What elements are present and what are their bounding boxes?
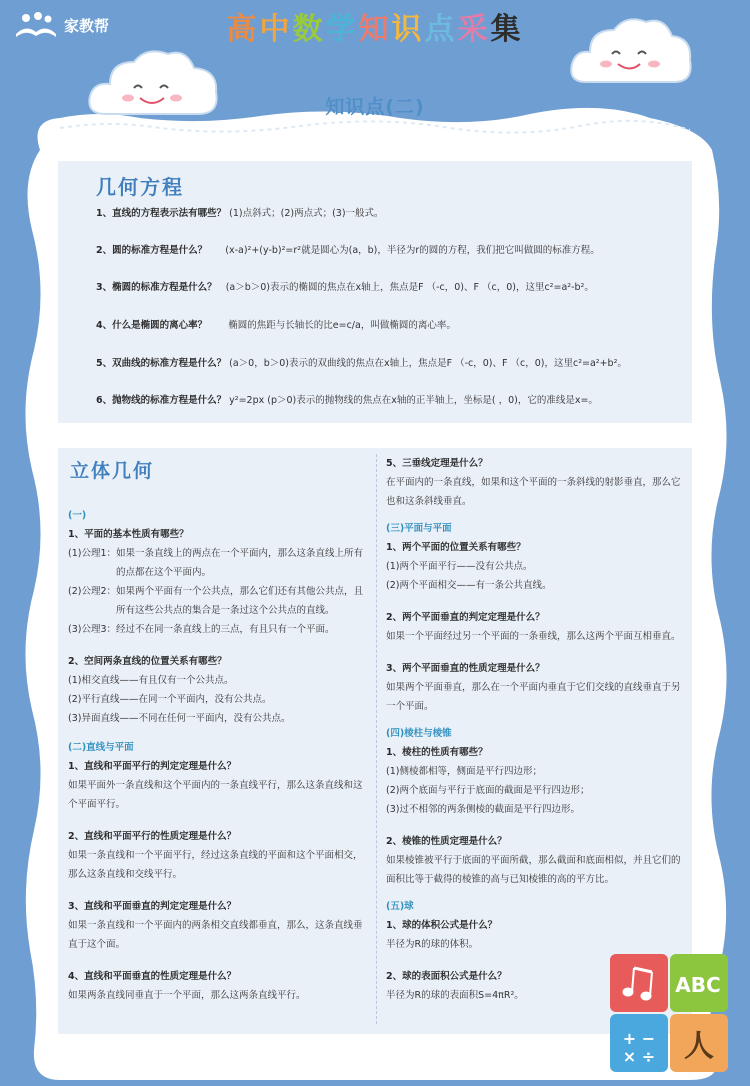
math-symbols-icon: + − (622, 1029, 656, 1048)
subsection-heading: (二)直线与平面 (68, 742, 134, 753)
axiom-label: (2)公理2： (68, 586, 117, 597)
answer: (1)点斜式；(2)两点式；(3)一般式。 (229, 208, 384, 219)
answer: 如果棱锥被平行于底面的平面所截，那么截面和底面相似，并且它们的面积比等于截得的棱锥的高与已知棱锥的高的平方比。 (386, 855, 681, 885)
list-item: (2)两个底面与平行于底面的截面是平行四边形； (386, 785, 590, 796)
question: 1、直线的方程表示法有哪些？ (96, 208, 227, 219)
math-symbols-icon: × ÷ (622, 1047, 656, 1066)
answer: 在平面内的一条直线，如果和这个平面的一条斜线的射影垂直，那么它也和这条斜线垂直。 (386, 477, 681, 507)
subsection-heading: (三)平面与平面 (386, 523, 452, 534)
question: 1、球的体积公式是什么？ (386, 920, 498, 931)
answer: y²=2px (p＞0)表示的抛物线的焦点在x轴的正半轴上，坐标是( ，0)，它的准线是x=。 (229, 395, 598, 406)
answer: (x-a)²+(y-b)²=r²就是圆心为(a，b)，半径为r的圆的方程，我们把它叫做圆的标准方程。 (225, 245, 600, 256)
answer: 如果一条直线和一个平面平行，经过这条直线的平面和这个平面相交，那么这条直线和交线平行。 (68, 850, 363, 880)
question: 1、直线和平面平行的判定定理是什么？ (68, 761, 237, 772)
title-char: 中 (259, 12, 293, 47)
question: 4、直线和平面垂直的性质定理是什么？ (68, 971, 237, 982)
question: 2、圆的标准方程是什么？ (96, 245, 208, 256)
title-char: 知 (358, 12, 392, 47)
answer: 如果一个平面经过另一个平面的一条垂线，那么这两个平面互相垂直。 (386, 631, 681, 642)
question: 3、椭圆的标准方程是什么？ (96, 282, 217, 293)
answer: (a＞0，b＞0)表示的双曲线的焦点在x轴上，焦点是F （-c，0)、F （c，0)，这里c²=a²+b²。 (229, 358, 627, 369)
list-item: (2)两个平面相交——有一条公共直线。 (386, 580, 552, 591)
question: 2、球的表面积公式是什么？ (386, 971, 507, 982)
reading-people-icon (14, 12, 58, 38)
qa-item (96, 357, 627, 371)
title-char: 识 (391, 12, 425, 47)
puzzle-piece-music (610, 954, 668, 1012)
question: 4、什么是椭圆的离心率？ (96, 320, 208, 331)
question: 5、双曲线的标准方程是什么？ (96, 358, 227, 369)
brand-logo (14, 12, 109, 38)
question: 2、棱锥的性质定理是什么？ (386, 836, 507, 847)
axiom-label: (1)公理1： (68, 548, 117, 559)
subsection-heading: (五)球 (386, 901, 414, 912)
puzzle-letters-text: ABC (675, 973, 721, 997)
subsection-heading: (四)棱柱与棱锥 (386, 728, 452, 739)
right-column (386, 454, 686, 1005)
axiom-text: 经过不在同一条直线上的三点，有且只有一个平面。 (116, 624, 335, 635)
axiom-text: 如果一条直线上的两点在一个平面内，那么这条直线上所有的点都在这个平面内。 (116, 548, 364, 578)
answer: 椭圆的焦距与长轴长的比e=c/a，叫做椭圆的离心率。 (228, 320, 456, 331)
question: 1、两个平面的位置关系有哪些？ (386, 542, 526, 553)
logo-text: 家教帮 (64, 16, 110, 35)
list-item (68, 582, 366, 620)
column-divider (376, 454, 377, 1024)
list-item: (3)过不相邻的两条侧棱的截面是平行四边形。 (386, 804, 580, 815)
title-char: 采 (457, 12, 491, 47)
axiom-label: (3)公理3： (68, 624, 117, 635)
qa-item (96, 244, 600, 258)
question: 2、空间两条直线的位置关系有哪些？ (68, 656, 227, 667)
qa-item (96, 281, 594, 295)
question: 2、两个平面垂直的判定定理是什么？ (386, 612, 545, 623)
list-item (68, 620, 366, 639)
puzzle-character-text: 人 (684, 1029, 714, 1064)
answer: 如果两个平面垂直，那么在一个平面内垂直于它们交线的直线垂直于另一个平面。 (386, 682, 681, 712)
question: 3、两个平面垂直的性质定理是什么？ (386, 663, 545, 674)
title-char: 高 (226, 12, 260, 47)
puzzle-decoration (608, 952, 732, 1076)
list-item: (3)异面直线——不同在任何一平面内，没有公共点。 (68, 713, 291, 724)
question: 2、直线和平面平行的性质定理是什么？ (68, 831, 237, 842)
subsection-heading: (一) (68, 510, 87, 521)
section-solid-geometry (58, 448, 692, 1034)
smiling-cloud-right (568, 14, 694, 94)
title-char: 集 (490, 12, 524, 47)
title-char: 点 (424, 12, 458, 47)
title-char: 学 (325, 12, 359, 47)
qa-item (96, 207, 384, 221)
list-item: (1)侧棱都相等，侧面是平行四边形； (386, 766, 542, 777)
title-char: 数 (292, 12, 326, 47)
qa-item (96, 319, 456, 333)
section-title: 几何方程 (96, 175, 184, 199)
answer: 如果平面外一条直线和这个平面内的一条直线平行，那么这条直线和这个平面平行。 (68, 780, 363, 810)
page-title (200, 10, 550, 50)
answer: 如果两条直线同垂直于一个平面，那么这两条直线平行。 (68, 990, 306, 1001)
list-item: (1)相交直线——有且仅有一个公共点。 (68, 675, 234, 686)
list-item (68, 544, 366, 582)
answer: 如果一条直线和一个平面内的两条相交直线都垂直，那么，这条直线垂直于这个面。 (68, 920, 363, 950)
list-item: (1)两个平面平行——没有公共点。 (386, 561, 533, 572)
question: 3、直线和平面垂直的判定定理是什么？ (68, 901, 237, 912)
list-item: (2)平行直线——在同一个平面内，没有公共点。 (68, 694, 272, 705)
question: 1、棱柱的性质有哪些？ (386, 747, 488, 758)
axiom-text: 如果两个平面有一个公共点，那么它们还有其他公共点，且所有这些公共点的集合是一条过这个公共点的直线。 (116, 586, 364, 616)
question: 6、抛物线的标准方程是什么？ (96, 395, 227, 406)
answer: (a＞b＞0)表示的椭圆的焦点在x轴上，焦点是F （-c，0)、F （c，0)，这里c²=a²-b²。 (225, 282, 594, 293)
section-geometry-equations (58, 161, 692, 423)
page-subtitle: 知识点(二) (325, 96, 425, 118)
answer: 半径为R的球的体积。 (386, 939, 479, 950)
question: 5、三垂线定理是什么？ (386, 458, 488, 469)
question: 1、平面的基本性质有哪些？ (68, 529, 189, 540)
left-column (68, 500, 366, 1005)
answer: 半径为R的球的表面积S=4πR²。 (386, 990, 524, 1001)
qa-item (96, 394, 598, 408)
section-title: 立体几何 (70, 460, 155, 482)
